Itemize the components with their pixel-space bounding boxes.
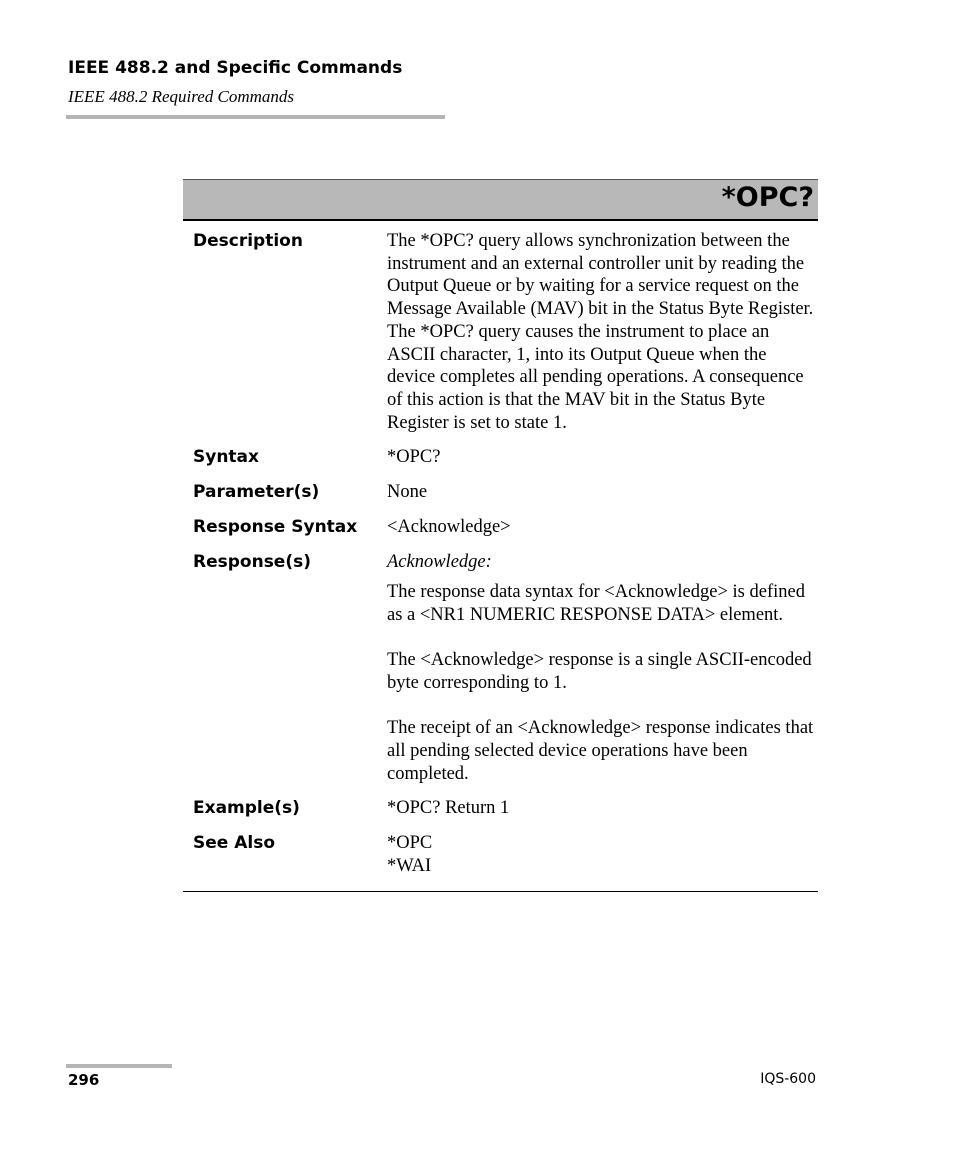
footer-divider bbox=[66, 1064, 172, 1068]
responses-paragraph-2: The <Acknowledge> response is a single ASCII-encoded byte corresponding to 1. bbox=[387, 650, 812, 693]
syntax-value: *OPC? bbox=[387, 447, 441, 468]
response-syntax-value: <Acknowledge> bbox=[387, 517, 511, 538]
responses-value bbox=[387, 551, 818, 785]
responses-label: Response(s) bbox=[193, 552, 311, 573]
parameters-label: Parameter(s) bbox=[193, 482, 320, 503]
responses-row bbox=[183, 543, 818, 789]
responses-paragraph-3: The receipt of an <Acknowledge> response indicates that all pending selected device operations have been completed. bbox=[387, 718, 814, 784]
responses-paragraph-1: The response data syntax for <Acknowledge> is defined as a <NR1 NUMERIC RESPONSE DATA> element. bbox=[387, 582, 805, 625]
response-syntax-row bbox=[183, 508, 818, 543]
parameters-row bbox=[183, 473, 818, 508]
see-also-item: *WAI bbox=[387, 856, 432, 877]
section-subtitle: IEEE 488.2 Required Commands bbox=[68, 87, 295, 106]
response-syntax-label: Response Syntax bbox=[193, 517, 358, 538]
section-title: IEEE 488.2 and Specific Commands bbox=[68, 58, 403, 78]
see-also-item: *OPC bbox=[387, 833, 433, 854]
description-row bbox=[183, 222, 818, 438]
page-number: 296 bbox=[68, 1071, 100, 1089]
command-header-bar bbox=[183, 179, 818, 221]
description-value bbox=[387, 230, 818, 434]
syntax-label: Syntax bbox=[193, 447, 259, 468]
see-also-label: See Also bbox=[193, 833, 276, 854]
syntax-row bbox=[183, 438, 818, 473]
examples-label: Example(s) bbox=[193, 798, 300, 819]
see-also-value bbox=[387, 832, 818, 877]
description-label: Description bbox=[193, 231, 303, 251]
parameters-value: None bbox=[387, 482, 428, 503]
command-title: *OPC? bbox=[721, 182, 814, 213]
responses-heading: Acknowledge: bbox=[387, 552, 492, 573]
examples-value: *OPC? Return 1 bbox=[387, 798, 510, 819]
examples-row bbox=[183, 789, 818, 824]
header-divider bbox=[66, 115, 445, 119]
description-text: The *OPC? query allows synchronization between the instrument and an external controller unit by reading the Output Queue or by waiting for a service request on the Message Available (MAV) bit in the Status Byte Register. The *OPC? query causes the instrument to place an ASCII character, 1, into its Output Queue when the device completes all pending operations. A consequence of this action is that the MAV bit in the Status Byte Register is set to state 1. bbox=[387, 231, 814, 433]
see-also-row bbox=[183, 824, 818, 881]
command-table bbox=[183, 222, 818, 892]
product-name: IQS-600 bbox=[760, 1071, 816, 1087]
